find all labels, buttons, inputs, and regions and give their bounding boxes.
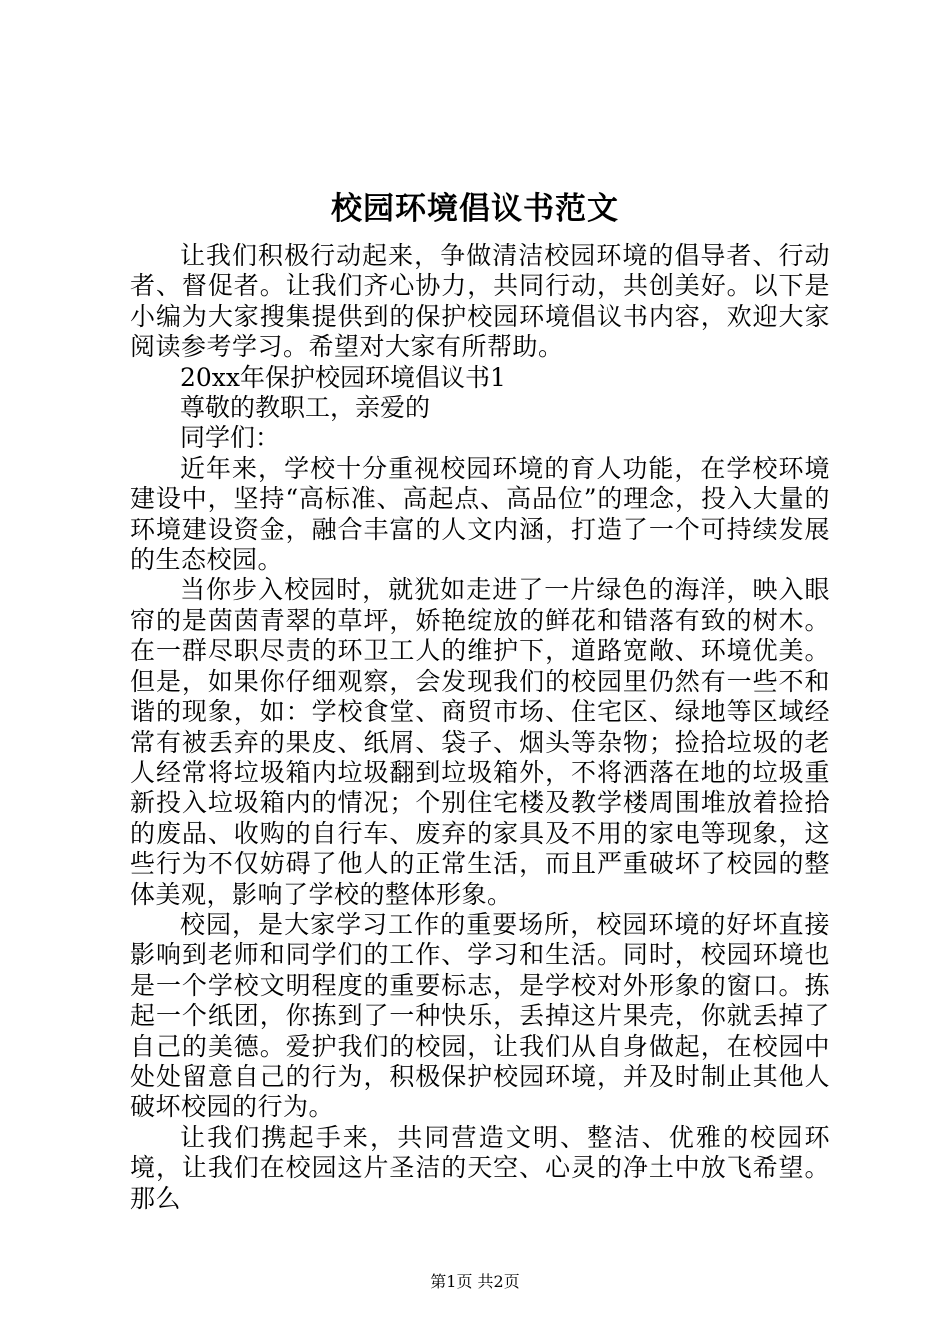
page-footer: 第1页 共2页 xyxy=(430,1272,520,1291)
body-paragraph: 让我们携起手来，共同营造文明、整洁、优雅的校园环境，让我们在校园这片圣洁的天空、心灵的净土中放飞希望。那么 xyxy=(130,1122,830,1213)
document-body xyxy=(130,241,830,1214)
intro-paragraph: 让我们积极行动起来，争做清洁校园环境的倡导者、行动者、督促者。让我们齐心协力，共同行动，共创美好。以下是小编为大家搜集提供到的保护校园环境倡议书内容，欢迎大家阅读参考学习。希望对大家有所帮助。 xyxy=(130,241,830,362)
body-paragraph: 校园，是大家学习工作的重要场所，校园环境的好坏直接影响到老师和同学们的工作、学习和生活。同时，校园环境也是一个学校文明程度的重要标志，是学校对外形象的窗口。拣起一个纸团，你拣到了一种快乐，丢掉这片果壳，你就丢掉了自己的美德。爱护我们的校园，让我们从自身做起，在校园中处处留意自己的行为，积极保护校园环境，并及时制止其他人破坏校园的行为。 xyxy=(130,909,830,1122)
salutation-line: 尊敬的教职工，亲爱的 xyxy=(180,393,431,423)
section-heading: 20xx年保护校园环境倡议书1 xyxy=(180,362,506,392)
body-paragraph: 当你步入校园时，就犹如走进了一片绿色的海洋，映入眼帘的是茵茵青翠的草坪，娇艳绽放的鲜花和错落有致的树木。在一群尽职尽责的环卫工人的维护下，道路宽敞、环境优美。但是，如果你仔细观察，会发现我们的校园里仍然有一些不和谐的现象，如：学校食堂、商贸市场、住宅区、绿地等区域经常有被丢弃的果皮、纸屑、袋子、烟头等杂物；捡拾垃圾的老人经常将垃圾箱内垃圾翻到垃圾箱外，不将洒落在地的垃圾重新投入垃圾箱内的情况；个别住宅楼及教学楼周围堆放着捡拾的废品、收购的自行车、废弃的家具及不用的家电等现象，这些行为不仅妨碍了他人的正常生活，而且严重破坏了校园的整体美观，影响了学校的整体形象。 xyxy=(130,575,830,909)
document-title: 校园环境倡议书范文 xyxy=(331,191,619,227)
salutation-continuation: 同学们： xyxy=(180,423,281,453)
body-paragraph: 近年来，学校十分重视校园环境的育人功能，在学校环境建设中，坚持“高标准、高起点、高品位”的理念，投入大量的环境建设资金，融合丰富的人文内涵，打造了一个可持续发展的生态校园。 xyxy=(130,453,830,575)
